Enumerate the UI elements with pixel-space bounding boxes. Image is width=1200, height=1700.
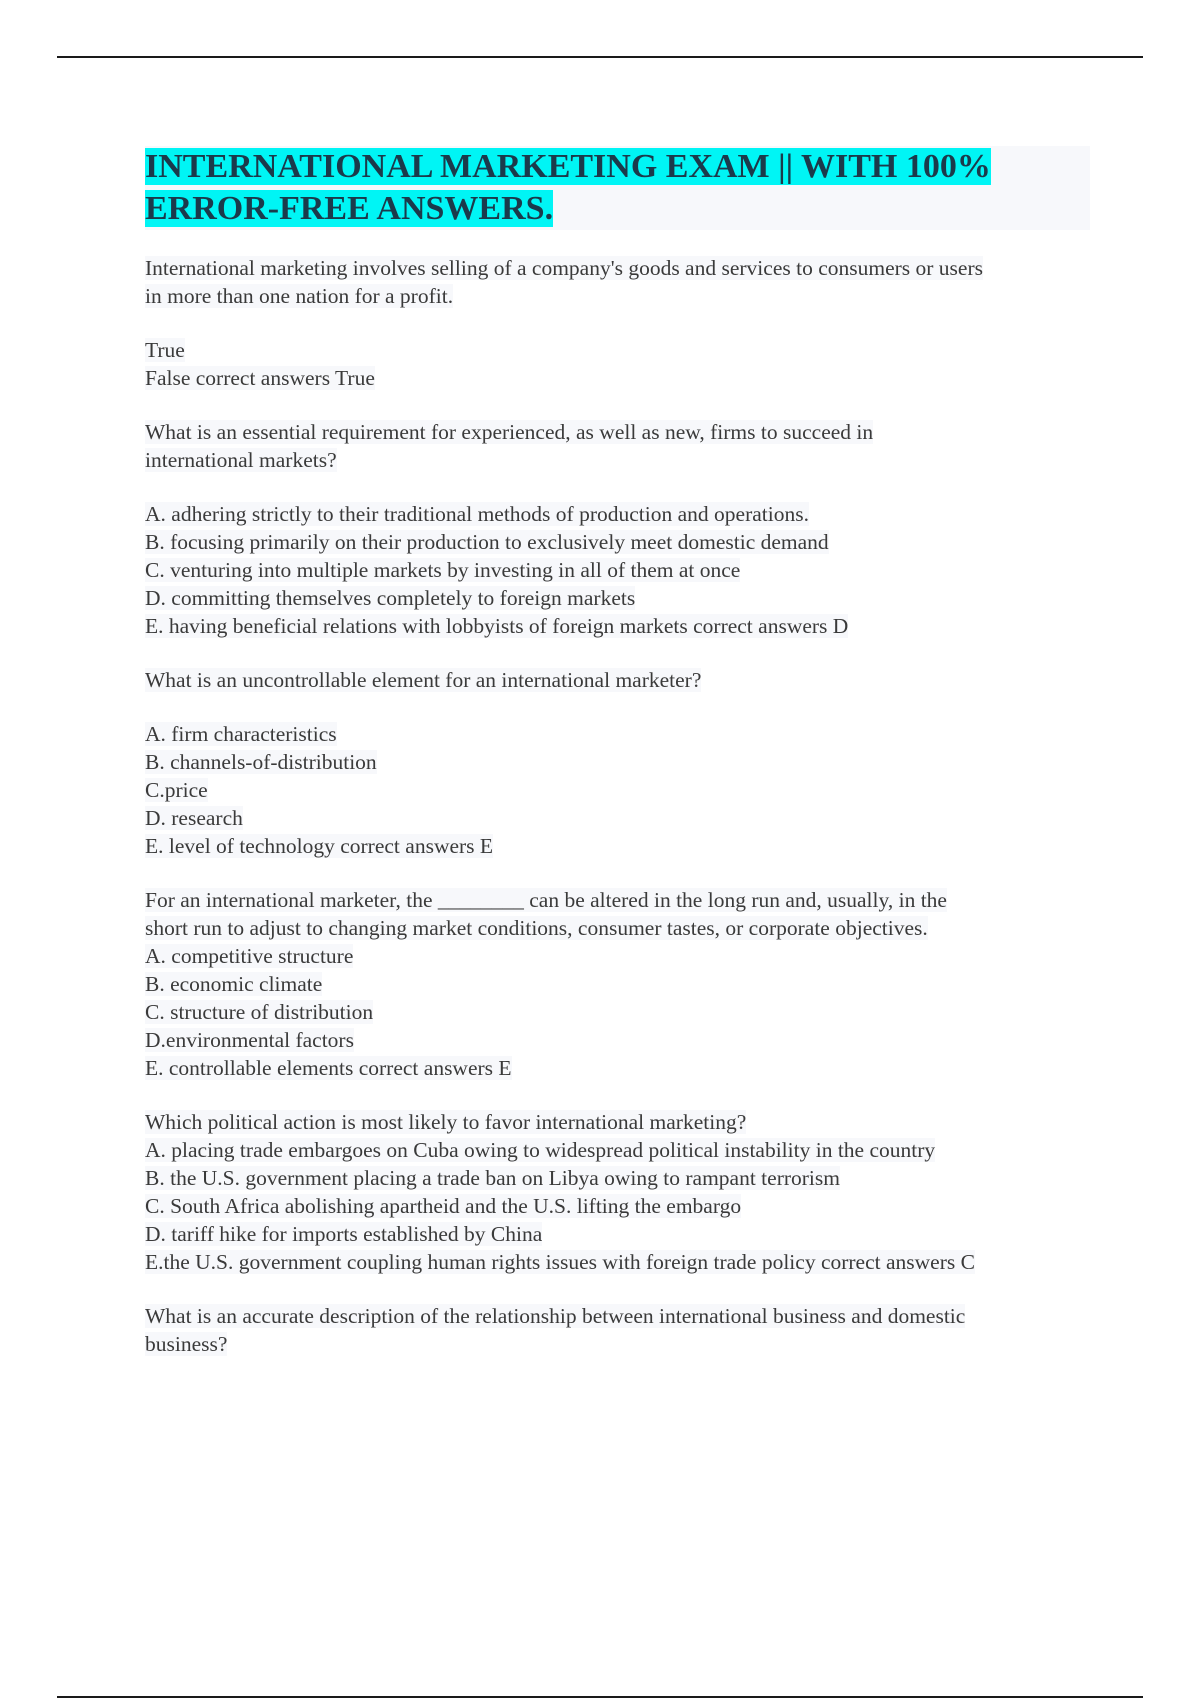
text-line-content: D. committing themselves completely to foreign markets: [145, 586, 636, 610]
text-line: [145, 612, 1090, 640]
text-block: [145, 886, 1090, 1082]
text-line: [145, 720, 1090, 748]
text-line-content: A. competitive structure: [145, 944, 354, 968]
text-line-content: What is an essential requirement for experienced, as well as new, firms to succeed in: [145, 420, 874, 444]
top-rule: [57, 56, 1143, 58]
text-line: [145, 776, 1090, 804]
text-line-content: C.price: [145, 778, 208, 802]
text-line-content: international markets?: [145, 448, 337, 472]
text-line-content: business?: [145, 1332, 228, 1356]
text-line: [145, 748, 1090, 776]
text-line-content: False correct answers True: [145, 366, 375, 390]
text-line: [145, 364, 1090, 392]
text-line: [145, 942, 1090, 970]
text-line-content: B. economic climate: [145, 972, 323, 996]
text-block: [145, 1108, 1090, 1276]
text-line: [145, 500, 1090, 528]
text-line: [145, 1164, 1090, 1192]
text-line-content: What is an accurate description of the relationship between international business and domestic: [145, 1304, 966, 1328]
document-body: [145, 146, 1090, 1384]
text-line-content: A. firm characteristics: [145, 722, 337, 746]
text-line-content: For an international marketer, the ________ can be altered in the long run and, usually, in the: [145, 888, 947, 912]
text-line: [145, 584, 1090, 612]
text-line: [145, 1026, 1090, 1054]
text-line: [145, 446, 1090, 474]
text-line: [145, 254, 1090, 282]
text-line-content: C. venturing into multiple markets by investing in all of them at once: [145, 558, 741, 582]
text-line-content: B. focusing primarily on their production to exclusively meet domestic demand: [145, 530, 829, 554]
bottom-rule: [57, 1696, 1143, 1698]
text-line-content: B. channels-of-distribution: [145, 750, 377, 774]
text-line-content: D.environmental factors: [145, 1028, 354, 1052]
question-blocks: [145, 254, 1090, 1358]
text-line: [145, 832, 1090, 860]
text-line-content: Which political action is most likely to favor international marketing?: [145, 1110, 747, 1134]
text-line: [145, 886, 1090, 914]
text-line-content: True: [145, 338, 185, 362]
text-line: [145, 666, 1090, 694]
text-line: [145, 1330, 1090, 1358]
text-block: [145, 666, 1090, 694]
text-line: [145, 418, 1090, 446]
title-line-2: ERROR-FREE ANSWERS.: [145, 190, 554, 227]
text-line: [145, 1136, 1090, 1164]
text-line-content: A. adhering strictly to their traditional methods of production and operations.: [145, 502, 809, 526]
text-line: [145, 970, 1090, 998]
text-line-content: E.the U.S. government coupling human rights issues with foreign trade policy correct answers C: [145, 1250, 975, 1274]
text-line: [145, 336, 1090, 364]
text-block: [145, 720, 1090, 860]
text-line-content: short run to adjust to changing market conditions, consumer tastes, or corporate objectives.: [145, 916, 928, 940]
text-line: [145, 528, 1090, 556]
text-line: [145, 282, 1090, 310]
text-line-content: D. tariff hike for imports established by China: [145, 1222, 543, 1246]
text-line: [145, 1192, 1090, 1220]
text-line-content: What is an uncontrollable element for an international marketer?: [145, 668, 702, 692]
text-block: [145, 1302, 1090, 1358]
text-line-content: E. controllable elements correct answers E: [145, 1056, 512, 1080]
text-line-content: E. level of technology correct answers E: [145, 834, 494, 858]
text-block: [145, 418, 1090, 474]
text-line-content: A. placing trade embargoes on Cuba owing to widespread political instability in the country: [145, 1138, 936, 1162]
text-line-content: E. having beneficial relations with lobbyists of foreign markets correct answers D: [145, 614, 849, 638]
text-line: [145, 1302, 1090, 1330]
title-line-1: INTERNATIONAL MARKETING EXAM || WITH 100%: [145, 148, 991, 185]
page-title: [145, 146, 1090, 230]
text-line: [145, 1108, 1090, 1136]
text-line-content: B. the U.S. government placing a trade ban on Libya owing to rampant terrorism: [145, 1166, 840, 1190]
text-line: [145, 998, 1090, 1026]
text-block: [145, 254, 1090, 310]
text-line-content: in more than one nation for a profit.: [145, 284, 454, 308]
text-line: [145, 1248, 1090, 1276]
text-block: [145, 336, 1090, 392]
text-line: [145, 1054, 1090, 1082]
text-line-content: C. South Africa abolishing apartheid and the U.S. lifting the embargo: [145, 1194, 742, 1218]
text-line: [145, 556, 1090, 584]
text-line: [145, 804, 1090, 832]
text-line-content: C. structure of distribution: [145, 1000, 374, 1024]
text-block: [145, 500, 1090, 640]
text-line-content: D. research: [145, 806, 243, 830]
title-block: [145, 146, 1090, 230]
text-line: [145, 914, 1090, 942]
text-line: [145, 1220, 1090, 1248]
text-line-content: International marketing involves selling of a company's goods and services to consumers or users: [145, 256, 983, 280]
